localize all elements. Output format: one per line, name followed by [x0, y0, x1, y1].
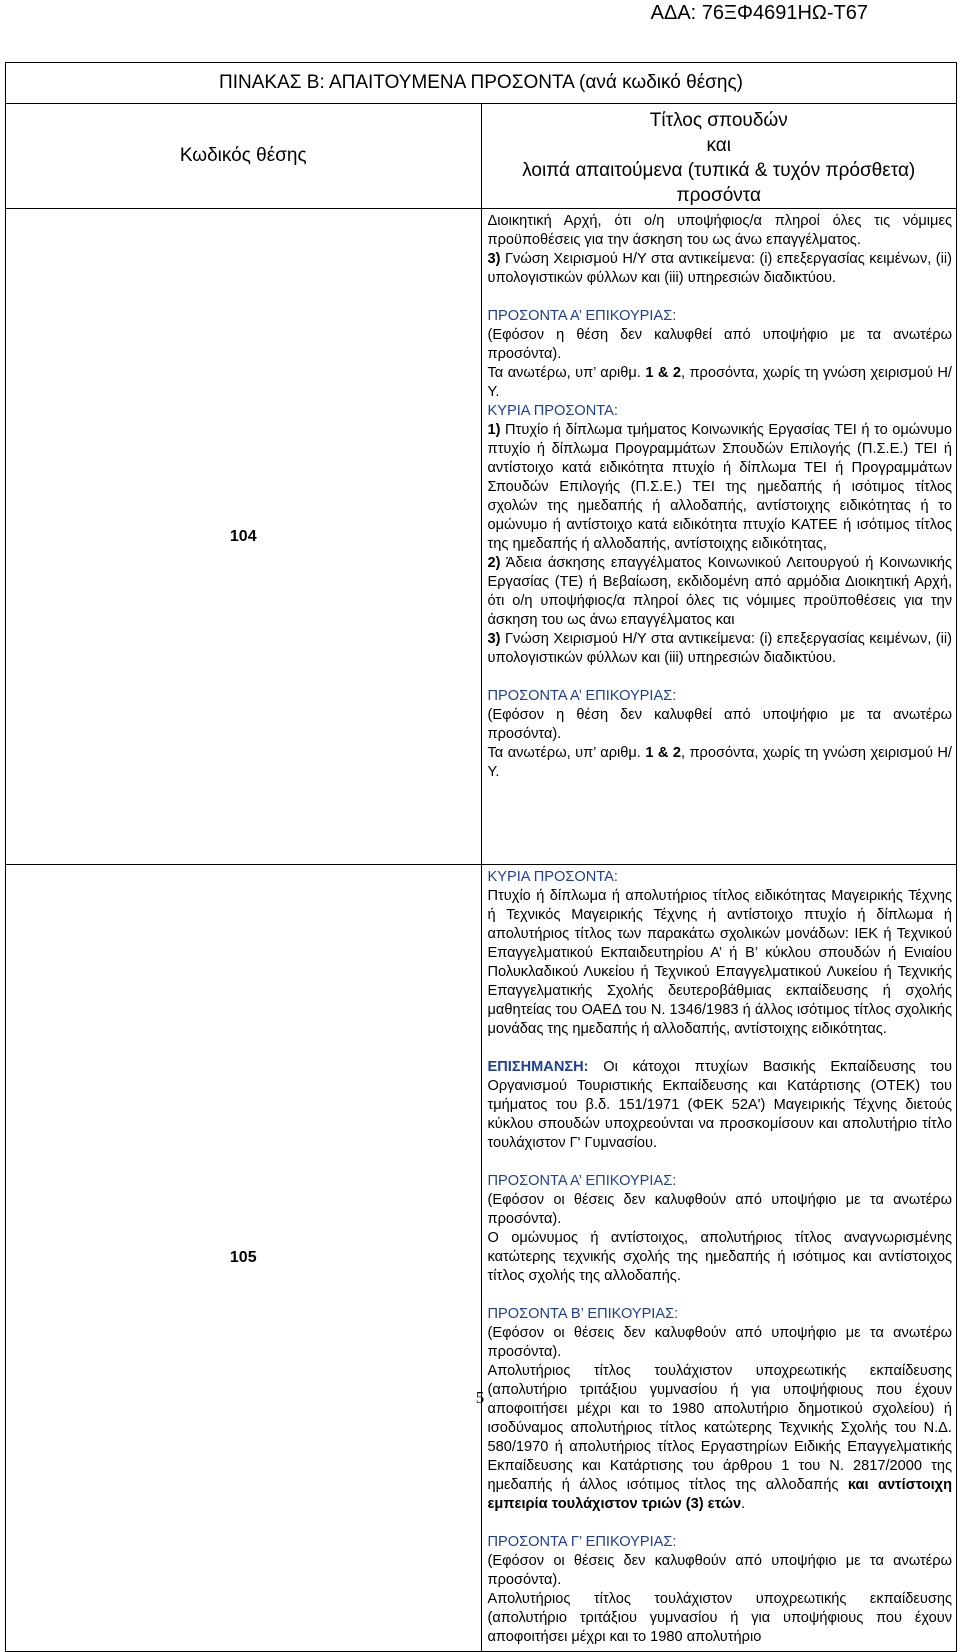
text-fragment: Τα ανωτέρω, υπ’ αριθμ.	[487, 365, 646, 381]
item-text: Γνώση Χειρισμού Η/Υ στα αντικείμενα: (i) επεξεργασίας κειμένων, (ii) υπολογιστικών φύλλων και (iii) υπηρεσιών διαδικτύου.	[487, 251, 952, 286]
qualifications-104	[481, 209, 957, 865]
qualifications-105	[481, 865, 957, 1652]
section-text: Ο ομώνυμος ή αντίστοιχος, απολυτήριος τίτλος αναγνωρισμένης κατώτερης τεχνικής σχολής της ημεδαπής ή ισότιμος και αντίστοιχος τίτλος σχολής της αλλοδαπής.	[487, 1230, 952, 1284]
section-text	[488, 1362, 953, 1514]
table-row	[6, 865, 957, 1652]
section-heading: ΠΡΟΣΟΝΤΑ Γ’ ΕΠΙΚΟΥΡΙΑΣ:	[487, 1534, 677, 1550]
table-banner: ΠΙΝΑΚΑΣ Β: ΑΠΑΙΤΟΥΜΕΝΑ ΠΡΟΣΟΝΤΑ (ανά κωδικό θέσης)	[6, 63, 957, 104]
position-code-104: 104	[6, 209, 482, 865]
item-text: Γνώση Χειρισμού Η/Υ στα αντικείμενα: (i) επεξεργασίας κειμένων, (ii) υπολογιστικών φύλλων και (iii) υπηρεσιών διαδικτύου.	[487, 631, 952, 666]
list-item	[488, 630, 953, 668]
text-fragment: , προσόντα, χωρίς τη γνώση χειρισμού Η/Υ.	[487, 365, 952, 400]
header-qualifications	[481, 104, 957, 209]
position-code-105: 105	[6, 865, 482, 1652]
section-heading: ΠΡΟΣΟΝΤΑ Α’ ΕΠΙΚΟΥΡΙΑΣ:	[487, 688, 677, 704]
section-condition: (Εφόσον η θέση δεν καλυφθεί από υποψήφιο με τα ανωτέρω προσόντα).	[487, 327, 952, 362]
header-line-1: Τίτλος σπουδών	[649, 110, 788, 131]
header-line-3: λοιπά απαιτούμενα (τυπικά & τυχόν πρόσθετα) προσόντα	[522, 160, 916, 206]
section-condition: (Εφόσον οι θέσεις δεν καλυφθούν από υποψήφιο με τα ανωτέρω προσόντα).	[487, 1192, 952, 1227]
section-heading: ΚΥΡΙΑ ΠΡΟΣΟΝΤΑ:	[487, 869, 618, 885]
continued-item-3	[488, 250, 953, 288]
header-position-code: Κωδικός θέσης	[6, 104, 482, 209]
item-number: 3)	[487, 251, 501, 267]
text-fragment: .	[741, 1496, 746, 1512]
section-heading: ΚΥΡΙΑ ΠΡΟΣΟΝΤΑ:	[487, 403, 618, 419]
section-condition: (Εφόσον οι θέσεις δεν καλυφθούν από υποψήφιο με τα ανωτέρω προσόντα).	[487, 1325, 952, 1360]
item-number: 1)	[487, 422, 501, 438]
section-heading: ΠΡΟΣΟΝΤΑ Α’ ΕΠΙΚΟΥΡΙΑΣ:	[487, 1173, 677, 1189]
header-line-2: και	[706, 135, 731, 156]
qualifications-table	[5, 62, 957, 1652]
continued-text: Διοικητική Αρχή, ότι ο/η υποψήφιος/α πληροί όλες τις νόμιμες προϋποθέσεις για την άσκηση του ως άνω επαγγέλματος.	[487, 213, 952, 248]
text-fragment-bold: 1 & 2	[645, 365, 681, 381]
item-text: Άδεια άσκησης επαγγέλματος Κοινωνικού Λειτουργού ή Κοινωνικής Εργασίας (ΤΕ) ή Βεβαίωση, εκδιδομένη από αρμόδια Διοικητική Αρχή, ότι ο/η υποψήφιος/α πληροί όλες τις νόμιμες προϋποθέσεις για την άσκηση του ως άνω επαγγέλματος και	[487, 555, 952, 628]
text-fragment: Απολυτήριος τίτλος τουλάχιστον υποχρεωτικής εκπαίδευσης (απολυτήριο τριτάξιου γυμνασίου ή για υποψήφιους που έχουν αποφοιτήσει μέχρι και το 1980 απολυτήριο δημοτικού σχολείου) ή ισοδύναμος απολυτήριος τίτλος κατώτερης Τεχνικής Σχολής του Ν.Δ. 580/1970 ή απολυτήριος τίτλος Εργαστηρίων Ειδικής Επαγγελματικής Εκπαίδευσης και Κατάρτισης του άρθρου 1 του Ν. 2817/2000 της ημεδαπής ή άλλος ισότιμος τίτλος της αλλοδαπής	[487, 1363, 952, 1493]
banner-row	[6, 63, 957, 104]
section-text: Απολυτήριος τίτλος τουλάχιστον υποχρεωτικής εκπαίδευσης (απολυτήριο τριτάξιου γυμνασίου ή για υποψήφιους που έχουν αποφοιτήσει μέχρι και το 1980 απολυτήριο	[487, 1591, 952, 1645]
section-text	[488, 364, 953, 402]
text-fragment: , προσόντα, χωρίς τη γνώση χειρισμού Η/Υ.	[487, 745, 952, 780]
ada-code: ΑΔΑ: 76ΞΦ4691ΗΩ-Τ67	[650, 2, 868, 24]
text-fragment-bold: και αντίστοιχη εμπειρία τουλάχιστον τριών (3) ετών	[487, 1477, 952, 1512]
section-text	[488, 744, 953, 782]
section-text: Πτυχίο ή δίπλωμα ή απολυτήριος τίτλος ειδικότητας Μαγειρικής Τέχνης ή Τεχνικός Μαγειρικής Τέχνης ή αντίστοιχο πτυχίο ή δίπλωμα ή απολυτήριος τίτλος των παρακάτω σχολικών μονάδων: ΙΕΚ ή Τεχνικού Επαγγελματικού Εκπαιδευτηρίου Α’ ή Β’ κύκλου σπουδών ή Ενιαίου Πολυκλαδικού Λυκείου ή Τεχνικού Επαγγελματικού Λυκείου ή Τεχνικής Επαγγελματικής Σχολής δευτεροβάθμιας εκπαίδευσης ή σχολής μαθητείας του ΟΑΕΔ του Ν. 1346/1983 ή άλλος ισότιμος τίτλος σχολικής μονάδας της ημεδαπής ή αλλοδαπής, αντίστοιχης ειδικότητας.	[487, 888, 952, 1037]
section-heading: ΠΡΟΣΟΝΤΑ Α’ ΕΠΙΚΟΥΡΙΑΣ:	[487, 308, 677, 324]
note-text: Οι κάτοχοι πτυχίων Βασικής Εκπαίδευσης του Οργανισμού Τουριστικής Εκπαίδευσης και Κατάρτισης (ΟΤΕΚ) του τμήματος του β.δ. 151/1971 (ΦΕΚ 52Α') Μαγειρικής Τέχνης διετούς κύκλου σπουδών υποχρεούνται να προσκομίσουν και απολυτήριο τίτλο τουλάχιστον Γ' Γυμνασίου.	[487, 1059, 952, 1151]
item-number: 3)	[487, 631, 501, 647]
list-item	[488, 554, 953, 630]
section-condition: (Εφόσον οι θέσεις δεν καλυφθούν από υποψήφιο με τα ανωτέρω προσόντα).	[487, 1553, 952, 1588]
header-row	[6, 104, 957, 209]
text-fragment: Τα ανωτέρω, υπ’ αριθμ.	[487, 745, 646, 761]
section-condition: (Εφόσον η θέση δεν καλυφθεί από υποψήφιο με τα ανωτέρω προσόντα).	[487, 707, 952, 742]
section-heading: ΠΡΟΣΟΝΤΑ Β’ ΕΠΙΚΟΥΡΙΑΣ:	[487, 1306, 679, 1322]
list-item	[488, 421, 953, 554]
table-row	[6, 209, 957, 865]
item-text: Πτυχίο ή δίπλωμα τμήματος Κοινωνικής Εργασίας ΤΕΙ ή το ομώνυμο πτυχίο ή δίπλωμα Προγραμμάτων Σπουδών Επιλογής (Π.Σ.Ε.) ΤΕΙ ή αντίστοιχο κατά ειδικότητα πτυχίο ή δίπλωμα ΤΕΙ ή Προγραμμάτων Σπουδών Επιλογής (Π.Σ.Ε.) ΤΕΙ της ημεδαπής ή ισότιμος τίτλος σχολών της ημεδαπής ή αλλοδαπής, αντίστοιχης ειδικότητας ή το ομώνυμο ή αντίστοιχο κατά ειδικότητα πτυχίο ΚΑΤΕΕ ή ισότιμος τίτλος της ημεδαπής ή αλλοδαπής, αντίστοιχης ειδικότητας,	[487, 422, 952, 552]
note-heading: ΕΠΙΣΗΜΑΝΣΗ:	[487, 1059, 589, 1075]
item-number: 2)	[487, 555, 501, 571]
note-paragraph	[488, 1058, 953, 1153]
text-fragment-bold: 1 & 2	[645, 745, 681, 761]
page-number: 5	[475, 1388, 485, 1407]
